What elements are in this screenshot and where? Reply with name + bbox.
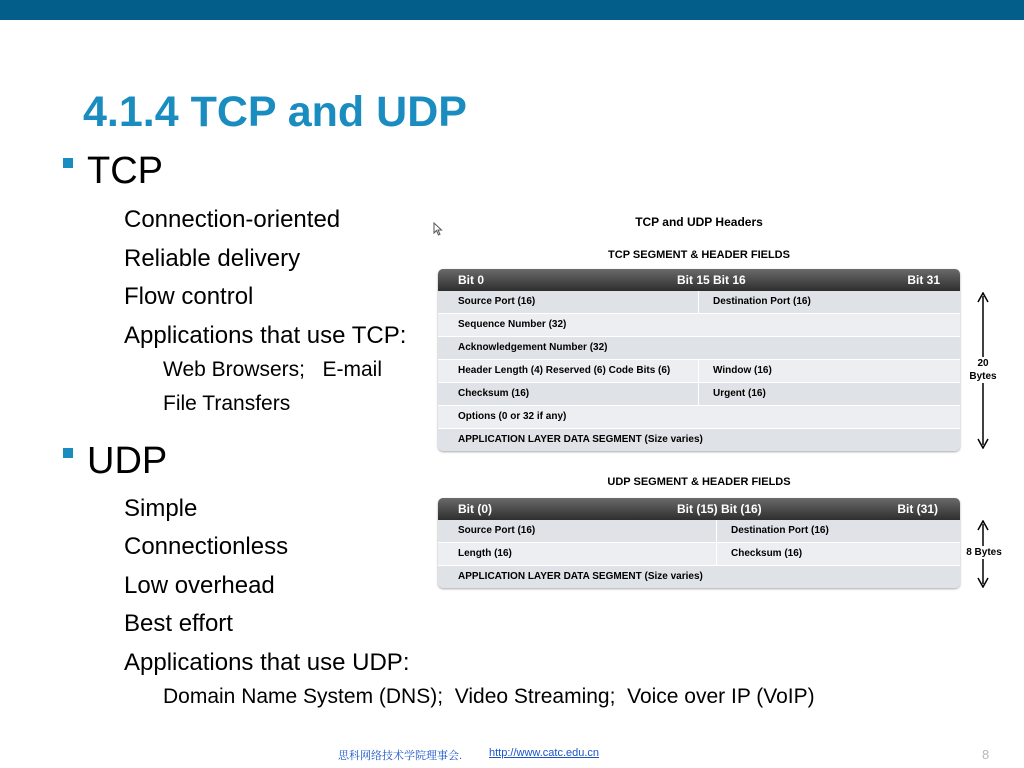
tcp-row-ack: [438, 337, 960, 360]
tcp-size-label: [963, 357, 1003, 383]
tcp-heading: [63, 150, 163, 193]
tcp-item: Reliable delivery: [124, 245, 301, 272]
udp-checksum: Checksum (16): [731, 548, 803, 559]
udp-bit-ruler: [438, 498, 960, 520]
udp-bit-15-16: Bit (15) Bit (16): [677, 502, 762, 516]
udp-header-caption: UDP SEGMENT & HEADER FIELDS: [607, 476, 791, 488]
tcp-header-caption: TCP SEGMENT & HEADER FIELDS: [608, 249, 790, 261]
tcp-ack-number: Acknowledgement Number (32): [458, 342, 608, 353]
udp-item: Applications that use UDP:: [124, 649, 410, 676]
udp-bit-31: Bit (31): [897, 502, 938, 516]
tcp-row-header-window: [438, 360, 960, 383]
tcp-urgent: Urgent (16): [713, 388, 766, 399]
tcp-options: Options (0 or 32 if any): [458, 411, 567, 422]
slide-title: 4.1.4 TCP and UDP: [83, 88, 467, 136]
tcp-app: File Transfers: [163, 392, 291, 415]
tcp-bit-15-16: Bit 15 Bit 16: [677, 273, 746, 287]
udp-row-ports: [438, 520, 960, 543]
udp-source-port: Source Port (16): [458, 525, 536, 536]
tcp-header-length: Header Length (4) Reserved (6) Code Bits (6): [458, 365, 671, 376]
tcp-row-checksum-urgent: [438, 383, 960, 406]
udp-item: Connectionless: [124, 533, 289, 560]
tcp-source-port: Source Port (16): [458, 296, 536, 307]
tcp-size-value: 20: [977, 358, 989, 369]
udp-heading: [63, 440, 167, 483]
tcp-bit-0: Bit 0: [458, 273, 485, 287]
tcp-window: Window (16): [713, 365, 772, 376]
tcp-item: Connection-oriented: [124, 206, 341, 233]
page-number: 8: [982, 747, 990, 762]
udp-item: Simple: [124, 495, 198, 522]
udp-item: Low overhead: [124, 572, 275, 599]
tcp-heading-text: TCP: [87, 150, 163, 192]
tcp-sequence-number: Sequence Number (32): [458, 319, 567, 330]
tcp-item: Flow control: [124, 283, 254, 310]
udp-heading-text: UDP: [87, 440, 168, 482]
udp-bit-0: Bit (0): [458, 502, 492, 516]
tcp-app: Web Browsers; E-mail: [163, 358, 382, 381]
tcp-row-sequence: [438, 314, 960, 337]
tcp-row-data: [438, 429, 960, 451]
tcp-bit-31: Bit 31: [907, 273, 940, 287]
tcp-item: Applications that use TCP:: [124, 322, 407, 349]
bullet-square-icon: [63, 158, 73, 168]
udp-item: Best effort: [124, 610, 233, 637]
udp-destination-port: Destination Port (16): [731, 525, 829, 536]
bullet-square-icon: [63, 448, 73, 458]
tcp-size-unit: Bytes: [969, 371, 997, 382]
udp-header-table: [438, 498, 960, 588]
udp-length: Length (16): [458, 548, 512, 559]
udp-row-length-checksum: [438, 543, 960, 566]
footer-link[interactable]: http://www.catc.edu.cn: [489, 747, 600, 759]
footer-org: 思科网络技术学院理事会.: [338, 750, 463, 762]
top-banner: [0, 0, 1024, 20]
udp-app: Domain Name System (DNS); Video Streaming; Voice over IP (VoIP): [163, 685, 815, 708]
tcp-header-table: [438, 269, 960, 451]
udp-data-segment: APPLICATION LAYER DATA SEGMENT (Size varies): [458, 571, 703, 582]
tcp-row-ports: [438, 291, 960, 314]
tcp-bit-ruler: [438, 269, 960, 291]
udp-row-data: [438, 566, 960, 588]
figure-title: TCP and UDP Headers: [635, 215, 763, 229]
tcp-row-options: [438, 406, 960, 429]
udp-size-label: 8 Bytes: [962, 546, 1006, 559]
tcp-destination-port: Destination Port (16): [713, 296, 811, 307]
tcp-checksum: Checksum (16): [458, 388, 530, 399]
tcp-data-segment: APPLICATION LAYER DATA SEGMENT (Size varies): [458, 434, 703, 445]
